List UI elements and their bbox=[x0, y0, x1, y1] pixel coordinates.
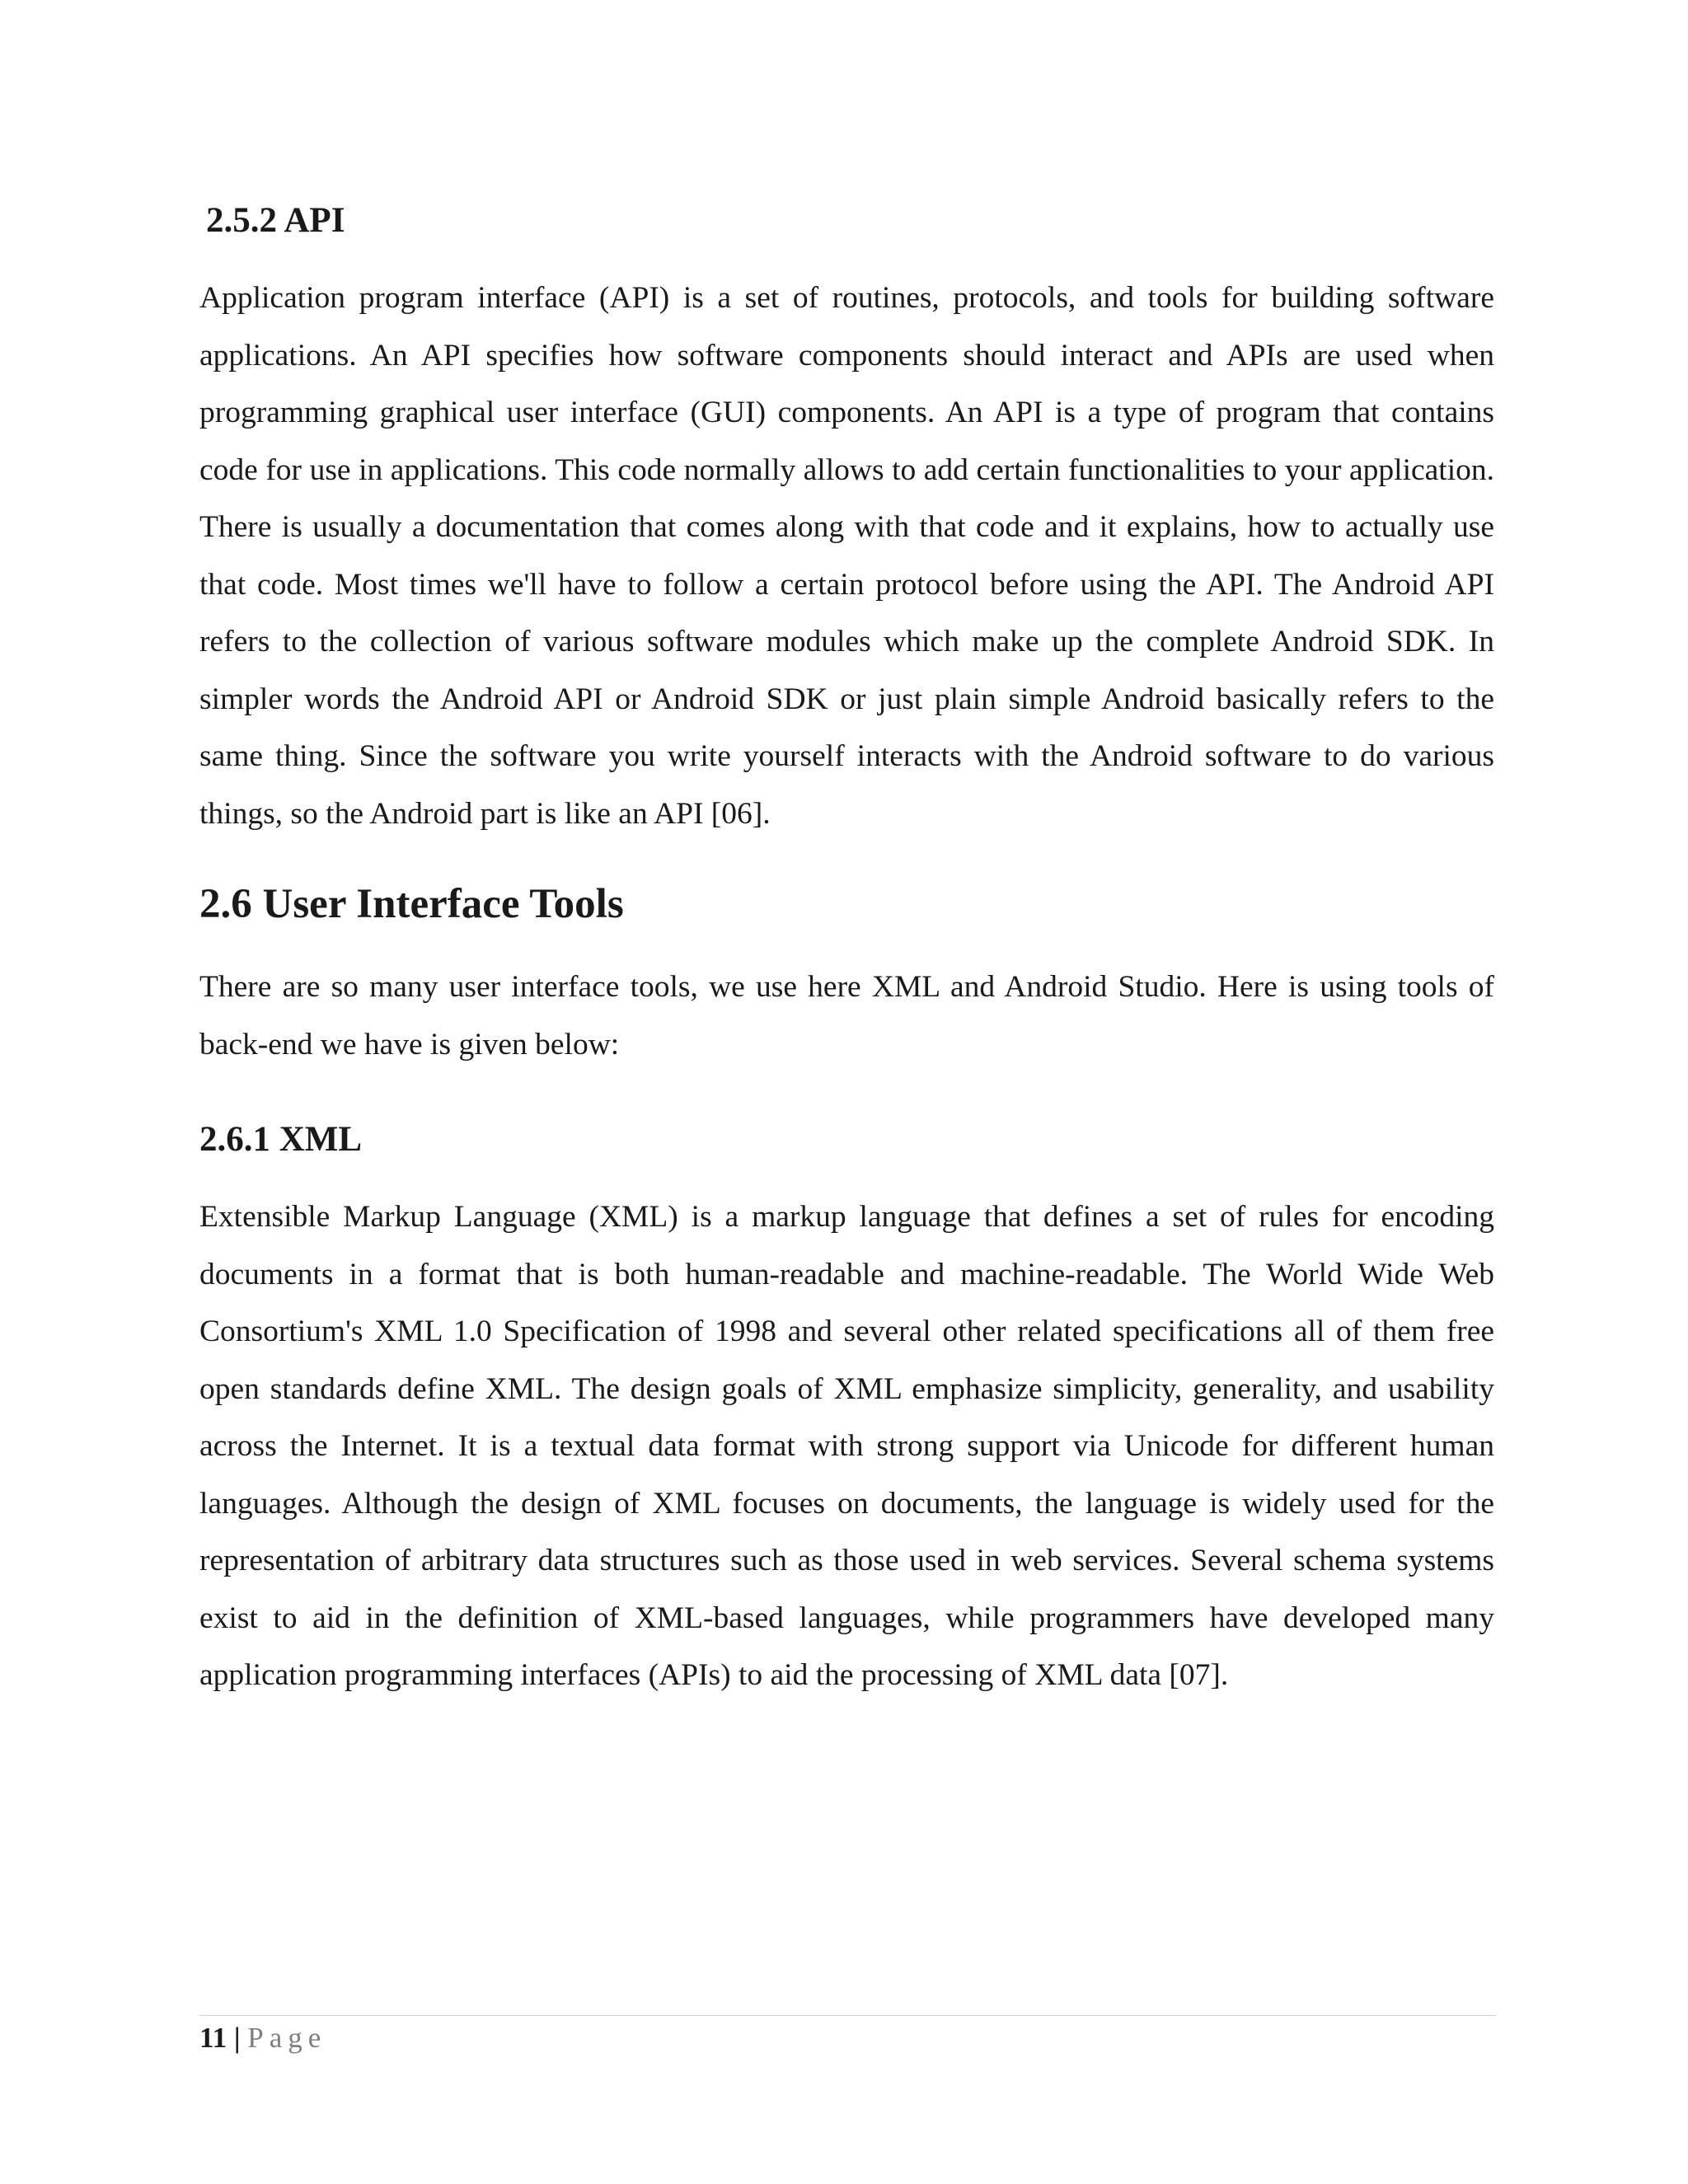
paragraph-xml: Extensible Markup Language (XML) is a markup language that defines a set of rules for encoding documents in a format that is both human-readable and machine-readable. The World Wide Web Consortium's XML 1.0 Specification of 1998 and several other related specifications all of them free open standards define XML. The design goals of XML emphasize simplicity, generality, and usability across the Internet. It is a textual data format with strong support via Unicode for different human languages. Although the design of XML focuses on documents, the language is widely used for the representation of arbitrary data structures such as those used in web services. Several schema systems exist to aid in the definition of XML-based languages, while programmers have developed many application programming interfaces (APIs) to aid the processing of XML data [07]. bbox=[199, 1200, 1494, 1692]
section-heading-ui-tools: 2.6 User Interface Tools bbox=[199, 881, 624, 927]
page-number: 11 bbox=[199, 2022, 227, 2054]
section-heading-xml: 2.6.1 XML bbox=[199, 1120, 363, 1159]
paragraph-api: Application program interface (API) is a set of routines, protocols, and tools for building software applications. An API specifies how software components should interact and APIs are used when programming graphical user interface (GUI) components. An API is a type of program that contains code for use in applications. This code normally allows to add certain functionalities to your application. There is usually a documentation that comes along with that code and it explains, how to actually use that code. Most times we'll have to follow a certain protocol before using the API. The Android API refers to the collection of various software modules which make up the complete Android SDK. In simpler words the Android API or Android SDK or just plain simple Android basically refers to the same thing. Since the software you write yourself interacts with the Android software to do various things, so the Android part is like an API [06]. bbox=[199, 281, 1494, 831]
footer-separator: | bbox=[233, 2022, 241, 2054]
footer-divider bbox=[199, 2015, 1496, 2016]
page-footer bbox=[199, 2018, 326, 2059]
page-label: Page bbox=[247, 2022, 327, 2054]
paragraph-ui-tools: There are so many user interface tools, we use here XML and Android Studio. Here is using tools of back-end we have is given below: bbox=[199, 970, 1494, 1062]
section-heading-api: 2.5.2 API bbox=[206, 201, 345, 240]
